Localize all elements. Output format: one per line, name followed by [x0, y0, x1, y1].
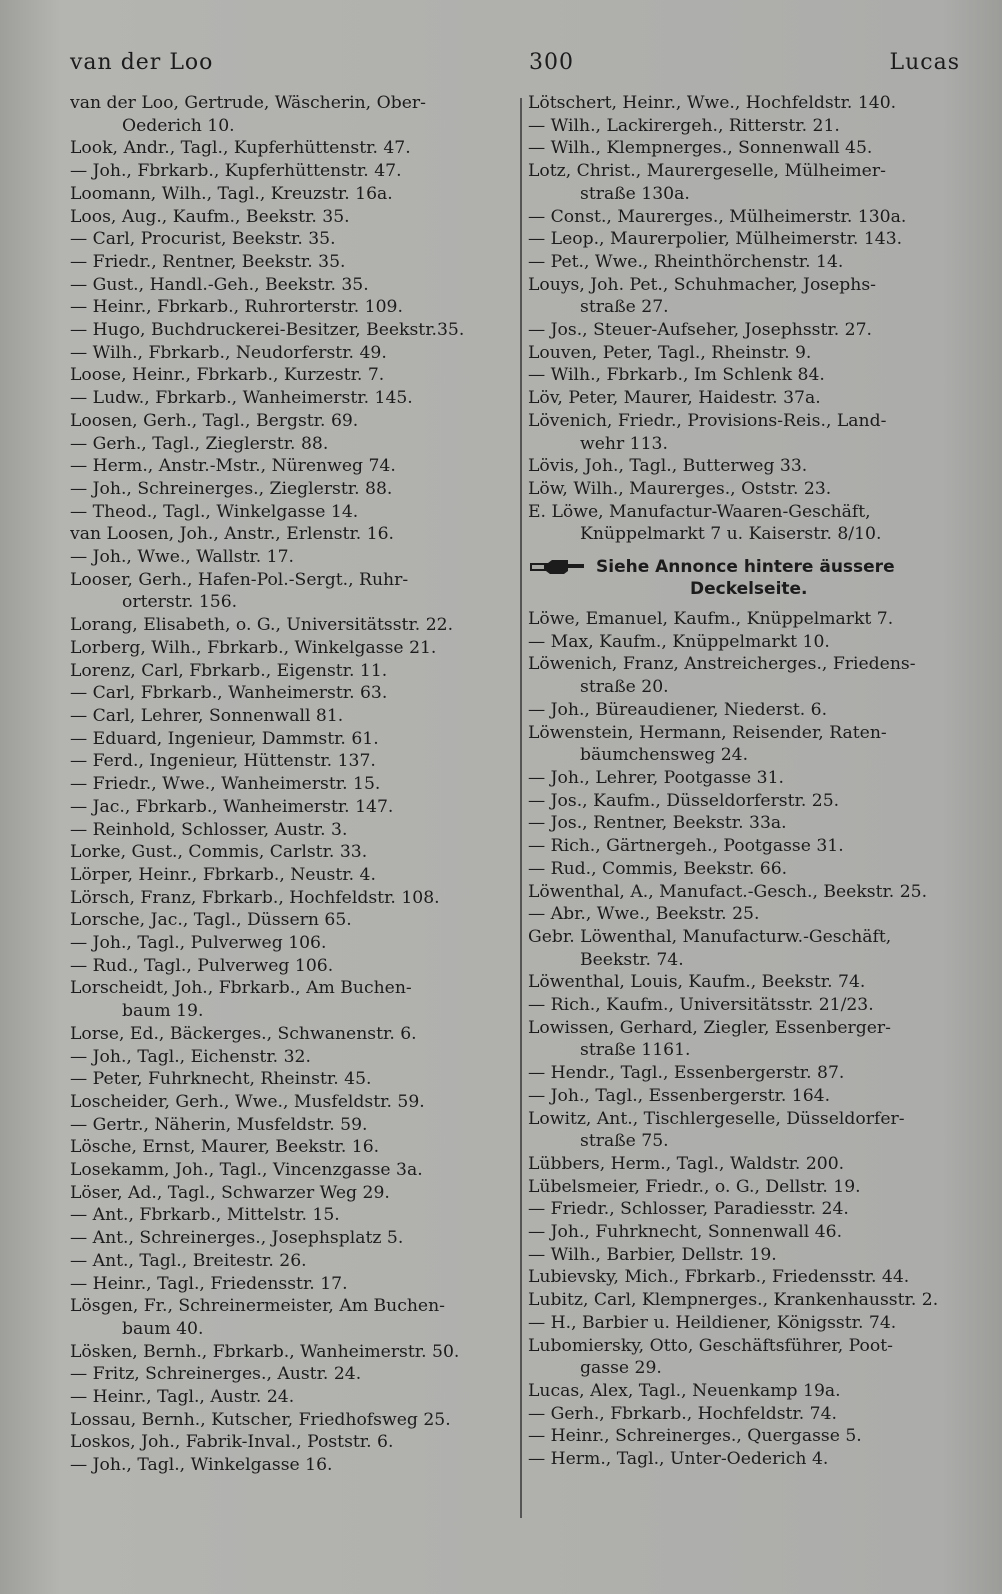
- directory-entry: — Friedr., Schlosser, Paradiesstr. 24.: [528, 1199, 849, 1220]
- directory-entry: — Friedr., Wwe., Wanheimerstr. 15.: [70, 774, 381, 795]
- directory-entry: Löwenthal, A., Manufact.-Gesch., Beekstr. 25.: [528, 881, 928, 902]
- directory-entry: — Ludw., Fbrkarb., Wanheimerstr. 145.: [70, 388, 413, 409]
- directory-entry: Löwenstein, Hermann, Reisender, Raten-: [528, 722, 887, 743]
- directory-entry: — Wilh., Klempnerges., Sonnenwall 45.: [528, 138, 873, 159]
- directory-entry: Lucas, Alex, Tagl., Neuenkamp 19a.: [528, 1380, 841, 1401]
- directory-entry: Lösche, Ernst, Maurer, Beekstr. 16.: [70, 1137, 380, 1158]
- directory-entry-continuation: orterstr. 156.: [122, 592, 238, 613]
- directory-entry: — Jos., Kaufm., Düsseldorferstr. 25.: [528, 790, 840, 811]
- directory-entry: — Peter, Fuhrknecht, Rheinstr. 45.: [70, 1069, 372, 1090]
- directory-entry: Lowissen, Gerhard, Ziegler, Essenberger-: [528, 1017, 891, 1038]
- directory-entry: Loskos, Joh., Fabrik-Inval., Poststr. 6.: [70, 1432, 394, 1453]
- advertisement-notice: [528, 556, 968, 600]
- directory-entry: Gebr. Löwenthal, Manufacturw.-Geschäft,: [528, 926, 892, 947]
- page-number: 300: [528, 49, 574, 75]
- directory-entry: Loosen, Gerh., Tagl., Bergstr. 69.: [70, 410, 359, 431]
- directory-entry: — Friedr., Rentner, Beekstr. 35.: [70, 251, 346, 272]
- directory-entry: — Rud., Commis, Beekstr. 66.: [528, 858, 788, 879]
- directory-entry-continuation: gasse 29.: [580, 1358, 662, 1379]
- directory-entry: — Eduard, Ingenieur, Dammstr. 61.: [70, 728, 379, 749]
- directory-entry: Look, Andr., Tagl., Kupferhüttenstr. 47.: [70, 138, 411, 159]
- directory-entry: Lorberg, Wilh., Fbrkarb., Winkelgasse 21.: [70, 637, 437, 658]
- directory-entry: — Theod., Tagl., Winkelgasse 14.: [70, 501, 359, 522]
- directory-entry: Louys, Joh. Pet., Schuhmacher, Josephs-: [528, 274, 876, 295]
- directory-entry: — Ant., Schreinerges., Josephsplatz 5.: [70, 1228, 404, 1249]
- directory-entry: Lossau, Bernh., Kutscher, Friedhofsweg 25.: [70, 1409, 451, 1430]
- directory-entry: Looser, Gerh., Hafen-Pol.-Sergt., Ruhr-: [70, 569, 409, 590]
- column-divider: [520, 98, 522, 1518]
- directory-entry: Lorenz, Carl, Fbrkarb., Eigenstr. 11.: [70, 660, 388, 681]
- directory-entry: — Wilh., Lackirergeh., Ritterstr. 21.: [528, 115, 840, 136]
- directory-entry: — Hugo, Buchdruckerei-Besitzer, Beekstr.35.: [70, 320, 465, 341]
- directory-entry: — Heinr., Tagl., Friedensstr. 17.: [70, 1273, 348, 1294]
- directory-entry-continuation: baum 19.: [122, 1001, 204, 1022]
- directory-entry: — Joh., Büreaudiener, Niederst. 6.: [528, 699, 828, 720]
- directory-entry: Lowitz, Ant., Tischlergeselle, Düsseldorfer-: [528, 1108, 905, 1129]
- notice-line-2: Deckelseite.: [690, 579, 808, 600]
- directory-entry: — Heinr., Tagl., Austr. 24.: [70, 1387, 295, 1408]
- directory-entry: Loomann, Wilh., Tagl., Kreuzstr. 16a.: [70, 183, 393, 204]
- directory-entry: van der Loo, Gertrude, Wäscherin, Ober-: [70, 93, 426, 113]
- directory-entry: — Rich., Gärtnergeh., Pootgasse 31.: [528, 836, 844, 857]
- directory-entry: — Hendr., Tagl., Essenbergerstr. 87.: [528, 1063, 845, 1084]
- directory-entry: — Joh., Fbrkarb., Kupferhüttenstr. 47.: [70, 161, 402, 182]
- directory-entry: Lörper, Heinr., Fbrkarb., Neustr. 4.: [70, 864, 376, 885]
- directory-entry: Losekamm, Joh., Tagl., Vincenzgasse 3a.: [70, 1160, 423, 1181]
- directory-entry: — Leop., Maurerpolier, Mülheimerstr. 143.: [528, 229, 903, 250]
- directory-entry: — Gerh., Fbrkarb., Hochfeldstr. 74.: [528, 1403, 838, 1424]
- notice-line-1: Siehe Annonce hintere äussere: [596, 557, 895, 578]
- directory-entry: Lövis, Joh., Tagl., Butterweg 33.: [528, 456, 808, 477]
- directory-entry: — Joh., Tagl., Winkelgasse 16.: [70, 1455, 333, 1476]
- directory-entry: — Joh., Tagl., Pulverweg 106.: [70, 933, 327, 954]
- directory-entry: — Max, Kaufm., Knüppelmarkt 10.: [528, 631, 830, 652]
- directory-entry: Löwenich, Franz, Anstreicherges., Friedens-: [528, 654, 916, 675]
- page-header: [70, 42, 960, 82]
- directory-entry: Lübbers, Herm., Tagl., Waldstr. 200.: [528, 1153, 845, 1174]
- directory-entry: — Herm., Anstr.-Mstr., Nürenweg 74.: [70, 456, 396, 477]
- directory-entry: — Rud., Tagl., Pulverweg 106.: [70, 955, 334, 976]
- directory-entry: — Fritz, Schreinerges., Austr. 24.: [70, 1364, 362, 1385]
- directory-entry: — Wilh., Barbier, Dellstr. 19.: [528, 1244, 777, 1265]
- directory-entry: Lösken, Bernh., Fbrkarb., Wanheimerstr. 50.: [70, 1341, 460, 1362]
- directory-entry: — Wilh., Fbrkarb., Im Schlenk 84.: [528, 365, 825, 386]
- directory-entry: — Joh., Tagl., Eichenstr. 32.: [70, 1046, 311, 1067]
- directory-entry: — Ant., Fbrkarb., Mittelstr. 15.: [70, 1205, 340, 1226]
- directory-entry: Louven, Peter, Tagl., Rheinstr. 9.: [528, 342, 812, 363]
- directory-entry: — Reinhold, Schlosser, Austr. 3.: [70, 819, 348, 840]
- directory-entry: Loscheider, Gerh., Wwe., Musfeldstr. 59.: [70, 1091, 425, 1112]
- directory-entry: — Rich., Kaufm., Universitätsstr. 21/23.: [528, 995, 874, 1016]
- directory-entry: — H., Barbier u. Heildiener, Königsstr. 74.: [528, 1312, 897, 1333]
- directory-entry: — Wilh., Fbrkarb., Neudorferstr. 49.: [70, 342, 387, 363]
- directory-entry-continuation: Beekstr. 74.: [580, 949, 684, 970]
- directory-entry: — Carl, Fbrkarb., Wanheimerstr. 63.: [70, 683, 388, 704]
- directory-entry-continuation: straße 27.: [580, 297, 669, 318]
- directory-entry: — Pet., Wwe., Rheinthörchenstr. 14.: [528, 251, 844, 272]
- directory-entry: Lubitz, Carl, Klempnerges., Krankenhausstr. 2.: [528, 1290, 939, 1311]
- right-column-top-entries: [528, 92, 968, 546]
- directory-entry-continuation: straße 20.: [580, 677, 669, 698]
- directory-entry: Lorke, Gust., Commis, Carlstr. 33.: [70, 842, 368, 863]
- directory-entry: — Heinr., Schreinerges., Quergasse 5.: [528, 1426, 862, 1447]
- directory-entry: — Ant., Tagl., Breitestr. 26.: [70, 1250, 307, 1271]
- directory-entry-continuation: Oederich 10.: [122, 115, 235, 136]
- directory-entry: Loose, Heinr., Fbrkarb., Kurzestr. 7.: [70, 365, 385, 386]
- directory-entry: Lorsche, Jac., Tagl., Düssern 65.: [70, 910, 352, 931]
- directory-entry: — Joh., Schreinerges., Zieglerstr. 88.: [70, 478, 393, 499]
- directory-entry: Löv, Peter, Maurer, Haidestr. 37a.: [528, 388, 821, 409]
- directory-entry: Löser, Ad., Tagl., Schwarzer Weg 29.: [70, 1182, 390, 1203]
- directory-entry: E. Löwe, Manufactur-Waaren-Geschäft,: [528, 501, 871, 522]
- directory-entry: Lubievsky, Mich., Fbrkarb., Friedensstr. 44.: [528, 1267, 910, 1288]
- directory-entry: Lubomiersky, Otto, Geschäftsführer, Poot-: [528, 1335, 893, 1356]
- directory-entry: Lotz, Christ., Maurergeselle, Mülheimer-: [528, 161, 886, 182]
- directory-entry-continuation: baum 40.: [122, 1318, 204, 1339]
- directory-entry: — Gerh., Tagl., Zieglerstr. 88.: [70, 433, 329, 454]
- directory-entry: — Gust., Handl.-Geh., Beekstr. 35.: [70, 274, 369, 295]
- directory-entry: Lösgen, Fr., Schreinermeister, Am Buchen-: [70, 1296, 445, 1317]
- directory-entry: — Joh., Tagl., Essenbergerstr. 164.: [528, 1085, 831, 1106]
- directory-entry: Lövenich, Friedr., Provisions-Reis., Land-: [528, 410, 887, 431]
- directory-entry-continuation: bäumchensweg 24.: [580, 745, 749, 766]
- directory-entry: Loos, Aug., Kaufm., Beekstr. 35.: [70, 206, 350, 227]
- directory-entry: — Jos., Rentner, Beekstr. 33a.: [528, 813, 787, 834]
- directory-entry-continuation: Knüppelmarkt 7 u. Kaiserstr. 8/10.: [580, 524, 882, 545]
- header-left-keyword: van der Loo: [70, 49, 214, 75]
- directory-entry: — Abr., Wwe., Beekstr. 25.: [528, 904, 760, 925]
- directory-entry: — Carl, Procurist, Beekstr. 35.: [70, 229, 336, 250]
- header-right-keyword: Lucas: [889, 49, 960, 75]
- directory-entry: — Joh., Fuhrknecht, Sonnenwall 46.: [528, 1222, 843, 1243]
- directory-entry: — Ferd., Ingenieur, Hüttenstr. 137.: [70, 751, 376, 772]
- directory-entry: Löwenthal, Louis, Kaufm., Beekstr. 74.: [528, 972, 866, 993]
- directory-entry: Lörsch, Franz, Fbrkarb., Hochfeldstr. 108.: [70, 887, 440, 908]
- directory-entry: Lorse, Ed., Bäckerges., Schwanenstr. 6.: [70, 1023, 417, 1044]
- directory-entry-continuation: straße 75.: [580, 1131, 669, 1152]
- pointing-hand-icon: [528, 558, 586, 576]
- directory-entry: Lorang, Elisabeth, o. G., Universitätsstr. 22.: [70, 615, 454, 636]
- directory-entry: — Jac., Fbrkarb., Wanheimerstr. 147.: [70, 796, 394, 817]
- directory-entry: — Jos., Steuer-Aufseher, Josephsstr. 27.: [528, 320, 872, 341]
- directory-entry: — Herm., Tagl., Unter-Oederich 4.: [528, 1449, 829, 1470]
- directory-entry: Löw, Wilh., Maurerges., Oststr. 23.: [528, 478, 832, 499]
- directory-entry: — Carl, Lehrer, Sonnenwall 81.: [70, 705, 344, 726]
- directory-entry: — Gertr., Näherin, Musfeldstr. 59.: [70, 1114, 368, 1135]
- directory-entry-continuation: straße 130a.: [580, 183, 690, 204]
- directory-entry-continuation: wehr 113.: [580, 433, 668, 454]
- directory-entry: — Joh., Lehrer, Pootgasse 31.: [528, 767, 784, 788]
- left-column: [70, 92, 500, 1477]
- right-column: [528, 92, 968, 1471]
- directory-entry: Lötschert, Heinr., Wwe., Hochfeldstr. 140.: [528, 93, 897, 113]
- directory-entry: — Joh., Wwe., Wallstr. 17.: [70, 547, 295, 568]
- directory-entry: Lübelsmeier, Friedr., o. G., Dellstr. 19.: [528, 1176, 861, 1197]
- directory-entry: Löwe, Emanuel, Kaufm., Knüppelmarkt 7.: [528, 609, 894, 630]
- directory-entry: Lorscheidt, Joh., Fbrkarb., Am Buchen-: [70, 978, 412, 999]
- directory-entry: van Loosen, Joh., Anstr., Erlenstr. 16.: [70, 524, 395, 545]
- right-column-bottom-entries: [528, 608, 968, 1471]
- directory-entry: — Const., Maurerges., Mülheimerstr. 130a.: [528, 206, 907, 227]
- directory-entry-continuation: straße 1161.: [580, 1040, 691, 1061]
- directory-entry: — Heinr., Fbrkarb., Ruhrorterstr. 109.: [70, 297, 403, 318]
